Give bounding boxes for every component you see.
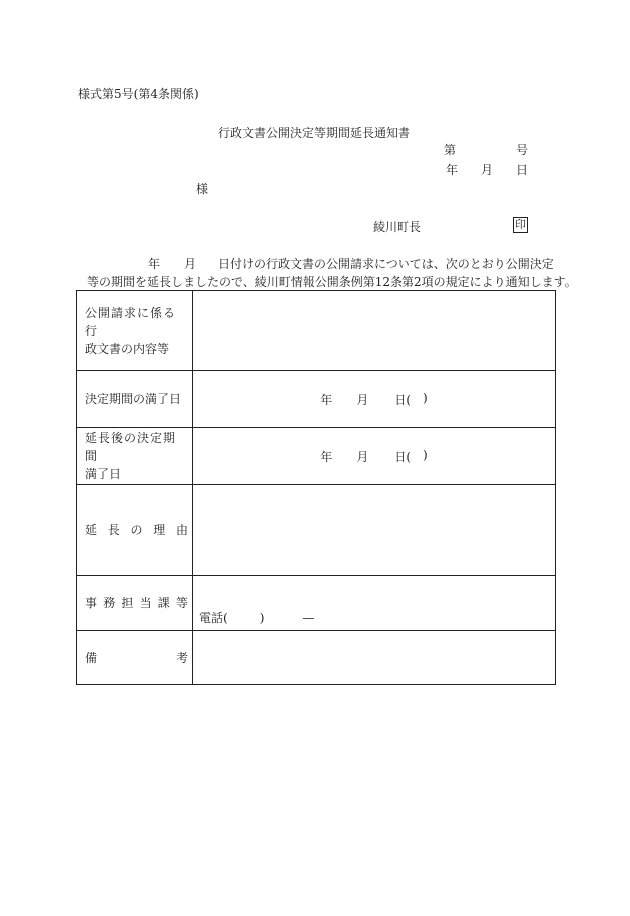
date-day: 日 <box>516 163 529 177</box>
value-remarks[interactable] <box>193 631 556 685</box>
value-extended-deadline[interactable]: 年 月 日( ) <box>193 428 556 485</box>
value-reason[interactable] <box>193 485 556 576</box>
number-dai: 第 <box>444 143 457 157</box>
date-year: 年 <box>446 163 459 177</box>
document-title: 行政文書公開決定等期間延長通知書 <box>218 126 411 140</box>
notice-table <box>76 290 556 685</box>
label-reason: 延 長 の 理 由 <box>77 485 193 576</box>
telephone-line: 電話( ) — <box>199 611 315 625</box>
body-line-1 <box>148 255 554 272</box>
body-year: 年 <box>148 257 161 271</box>
row-deadline <box>77 371 556 428</box>
date-month: 月 <box>481 163 494 177</box>
value-department[interactable] <box>193 576 556 631</box>
sender-name: 綾川町長 <box>373 220 422 234</box>
label-extended-deadline: 延長後の決定期間 満了日 <box>77 428 193 485</box>
number-go: 号 <box>516 143 529 157</box>
value-request-content[interactable] <box>193 291 556 371</box>
label-request-content <box>77 291 193 371</box>
row-extended-deadline <box>77 428 556 485</box>
label-department: 事 務 担 当 課 等 <box>77 576 193 631</box>
row-reason <box>77 485 556 576</box>
row-remarks <box>77 631 556 685</box>
row-department <box>77 576 556 631</box>
body-text: 日付けの行政文書の公開請求については、次のとおり公開決定 <box>218 257 554 271</box>
label-remarks: 備 考 <box>77 631 193 685</box>
body-month: 月 <box>184 257 197 271</box>
label-deadline: 決定期間の満了日 <box>77 371 193 428</box>
label-line: 政文書の内容等 <box>85 341 170 356</box>
row-request-content <box>77 291 556 371</box>
seal-mark: 印 <box>515 218 526 231</box>
label-line: 公開請求に係る行 <box>85 305 177 338</box>
value-deadline[interactable]: 年 月 日( ) <box>193 371 556 428</box>
body-line-2: 等の期間を延長しましたので、綾川町情報公開条例第12条第2項の規定により通知します。 <box>87 275 577 289</box>
addressee-suffix: 様 <box>196 182 209 196</box>
form-number: 様式第5号(第4条関係) <box>78 87 199 101</box>
